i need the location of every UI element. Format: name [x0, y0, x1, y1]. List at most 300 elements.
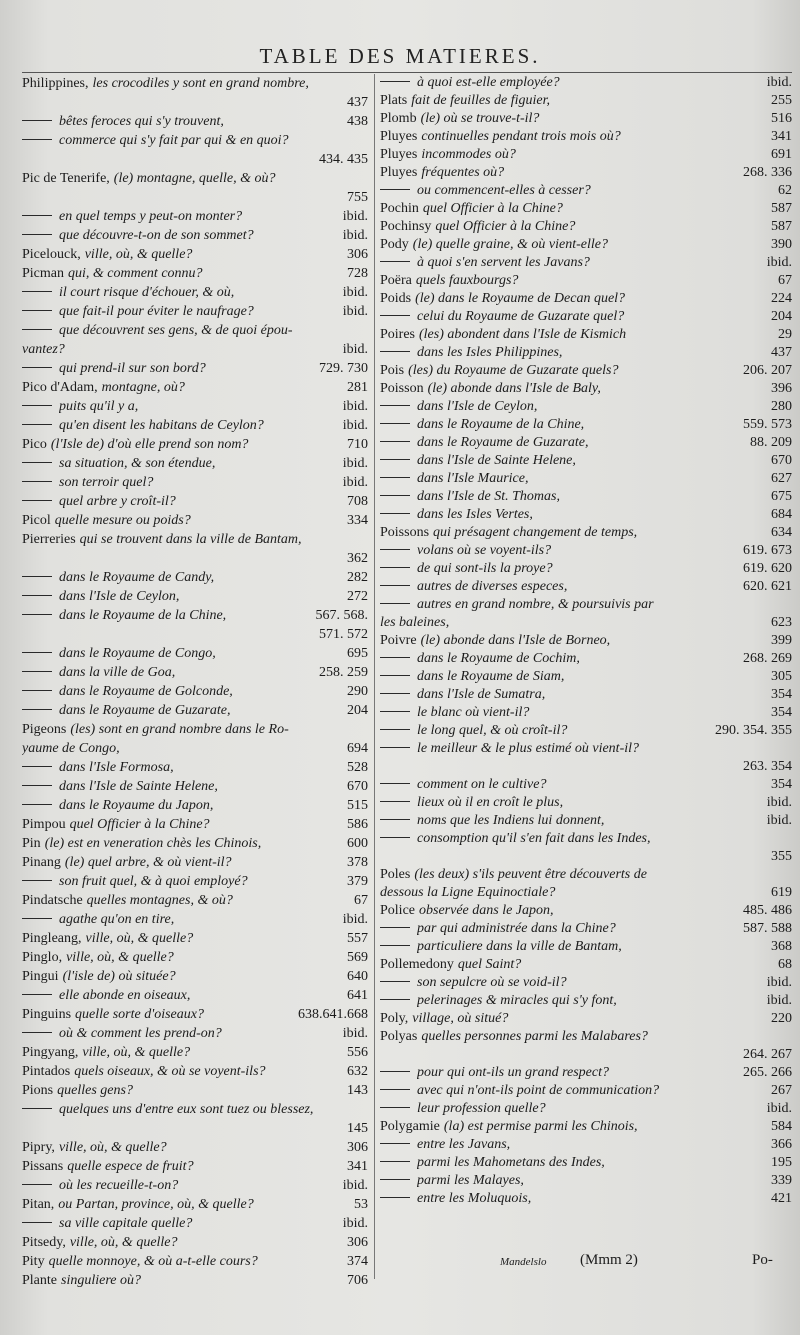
entry-description: qui prend-il sur son bord? [59, 361, 206, 376]
ditto-dash [22, 994, 52, 995]
index-entry [22, 1100, 368, 1119]
ditto-dash [22, 481, 52, 482]
index-entry [380, 650, 792, 668]
index-entry [380, 704, 792, 722]
index-entry [380, 794, 792, 812]
entry-page-number: 143 [347, 1083, 368, 1098]
entry-headword: Pin [22, 836, 41, 851]
entry-description: particuliere dans la ville de Bantam, [417, 939, 622, 954]
entry-page-number: 258. 259 [319, 665, 368, 680]
entry-description: à quoi est-elle employée? [417, 75, 560, 90]
entry-page-number: ibid. [766, 1101, 792, 1116]
entry-page-number: 339 [771, 1173, 792, 1188]
index-entry [380, 812, 792, 830]
entry-page-number: 341 [771, 129, 792, 144]
index-entry [380, 1046, 792, 1064]
index-entry [380, 974, 792, 992]
entry-headword: Pions [22, 1083, 54, 1098]
entry-description: dans le Royaume du Japon, [59, 798, 214, 813]
entry-headword: Pipry, [22, 1140, 55, 1155]
index-entry [380, 128, 792, 146]
entry-headword: Pois [380, 363, 405, 378]
entry-page-number: 305 [771, 669, 792, 684]
entry-page-number: 268. 269 [743, 651, 792, 666]
entry-page-number: 710 [347, 437, 368, 452]
ditto-dash [380, 423, 410, 424]
ditto-dash [22, 310, 52, 311]
entry-description: elle abonde en oiseaux, [59, 988, 191, 1003]
entry-description: yaume de Congo, [22, 741, 120, 756]
entry-description: le long quel, & où croît-il? [417, 723, 568, 738]
ditto-dash [22, 595, 52, 596]
index-entry [22, 207, 368, 226]
index-entry [380, 722, 792, 740]
entry-headword: Pody [380, 237, 409, 252]
entry-description: pour qui ont-ils un grand respect? [417, 1065, 609, 1080]
entry-headword: Pochinsy [380, 219, 432, 234]
entry-description: pelerinages & miracles qui s'y font, [417, 993, 617, 1008]
printer-signature: Mandelslo [500, 1256, 547, 1268]
entry-description: dans l'Isle Maurice, [417, 471, 529, 486]
entry-page-number: 62 [778, 183, 792, 198]
entry-description: (les) abondent dans l'Isle de Kismich [419, 327, 627, 342]
entry-description: le blanc où vient-il? [417, 705, 530, 720]
entry-page-number: 306 [347, 247, 368, 262]
index-entry [380, 1190, 792, 1208]
entry-page-number: 586 [347, 817, 368, 832]
entry-page-number: 421 [771, 1191, 792, 1206]
page-title: TABLE DES MATIERES. [259, 44, 541, 68]
index-entry [22, 625, 368, 644]
entry-page-number: 354 [771, 777, 792, 792]
entry-description: dans l'Isle de Ceylon, [417, 399, 538, 414]
entry-page-number: 282 [347, 570, 368, 585]
ditto-dash [380, 1179, 410, 1180]
entry-page-number: 571. 572 [319, 627, 368, 642]
entry-headword: Pigeons [22, 722, 67, 737]
entry-headword: Poëra [380, 273, 412, 288]
entry-page-number: 587 [771, 219, 792, 234]
entry-description: fréquentes où? [421, 165, 505, 180]
entry-page-number: 399 [771, 633, 792, 648]
index-entry [380, 758, 792, 776]
entry-description: montagne, où? [101, 380, 185, 395]
entry-headword: Picman [22, 266, 64, 281]
entry-description: il court risque d'échouer, & où, [59, 285, 235, 300]
entry-description: lieux où il en croît le plus, [417, 795, 564, 810]
entry-description: village, où situé? [412, 1011, 509, 1026]
entry-page-number: 619. 673 [743, 543, 792, 558]
entry-description: (le) quelle graine, & où vient-elle? [412, 237, 608, 252]
entry-page-number: 515 [347, 798, 368, 813]
ditto-dash [380, 747, 410, 748]
ditto-dash [22, 671, 52, 672]
entry-description: dans le Royaume de Guzarate, [417, 435, 589, 450]
index-entry [22, 549, 368, 568]
entry-page-number: 29 [778, 327, 792, 342]
ditto-dash [22, 804, 52, 805]
ditto-dash [380, 405, 410, 406]
entry-description: où les recueille-t-on? [59, 1178, 179, 1193]
entry-headword: Pissans [22, 1159, 64, 1174]
index-entry [22, 1252, 368, 1271]
index-entry [380, 254, 792, 272]
entry-page-number: 396 [771, 381, 792, 396]
entry-page-number: 68 [778, 957, 792, 972]
entry-description: ville, où, & quelle? [66, 950, 174, 965]
entry-page-number: 268. 336 [743, 165, 792, 180]
index-entry [22, 397, 368, 416]
entry-page-number: 627 [771, 471, 792, 486]
entry-description: (le) abonde dans l'Isle de Baly, [427, 381, 601, 396]
entry-page-number: 641 [347, 988, 368, 1003]
entry-description: agathe qu'on en tire, [59, 912, 175, 927]
entry-description: quelques uns d'entre eux sont tuez ou blessez, [59, 1102, 314, 1117]
entry-description: par qui administrée dans la Chine? [417, 921, 616, 936]
index-entry [380, 668, 792, 686]
ditto-dash [22, 462, 52, 463]
entry-description: (le) quel arbre, & où vient-il? [64, 855, 232, 870]
entry-headword: Pinguins [22, 1007, 72, 1022]
ditto-dash [380, 441, 410, 442]
entry-description: ou Partan, province, où, & quelle? [58, 1197, 254, 1212]
ditto-dash [380, 729, 410, 730]
entry-page-number: 670 [771, 453, 792, 468]
ditto-dash [380, 981, 410, 982]
ditto-dash [22, 234, 52, 235]
entry-description: de qui sont-ils la proye? [417, 561, 553, 576]
entry-description: dans le Royaume de Guzarate, [59, 703, 231, 718]
entry-page-number: 341 [347, 1159, 368, 1174]
index-entry [22, 777, 368, 796]
index-entry [380, 434, 792, 452]
entry-description: quel Officier à la Chine? [69, 817, 210, 832]
entry-page-number: 195 [771, 1155, 792, 1170]
index-entry [380, 866, 792, 884]
entry-description: (le) est en veneration chès les Chinois, [44, 836, 262, 851]
index-entry [380, 848, 792, 866]
index-entry [380, 1082, 792, 1100]
entry-page-number: 306 [347, 1140, 368, 1155]
index-entry [380, 218, 792, 236]
ditto-dash [22, 576, 52, 577]
entry-headword: Pierreries [22, 532, 76, 547]
index-entry [380, 344, 792, 362]
index-entry [22, 302, 368, 321]
entry-page-number: 438 [347, 114, 368, 129]
ditto-dash [380, 1143, 410, 1144]
index-entry [22, 169, 368, 188]
index-entry [380, 236, 792, 254]
entry-description: quel Officier à la Chine? [422, 201, 563, 216]
entry-page-number: 280 [771, 399, 792, 414]
ditto-dash [380, 693, 410, 694]
entry-page-number: 220 [771, 1011, 792, 1026]
entry-description: (les) sont en grand nombre dans le Ro- [70, 722, 289, 737]
index-entry [22, 264, 368, 283]
ditto-dash [22, 1222, 52, 1223]
entry-headword: Pochin [380, 201, 419, 216]
entry-headword: Pintados [22, 1064, 71, 1079]
index-entry [380, 488, 792, 506]
index-entry [22, 359, 368, 378]
entry-page-number: 437 [771, 345, 792, 360]
entry-page-number: 569 [347, 950, 368, 965]
entry-page-number: 620. 621 [743, 579, 792, 594]
index-entry [380, 596, 792, 614]
entry-page-number: ibid. [342, 228, 368, 243]
entry-page-number: 619. 620 [743, 561, 792, 576]
entry-description: ville, où, & quelle? [69, 1235, 178, 1250]
ditto-dash [380, 351, 410, 352]
ditto-dash [380, 603, 410, 604]
index-entry [22, 872, 368, 891]
entry-description: dans l'Isle de Sainte Helene, [417, 453, 576, 468]
entry-headword: Plante [22, 1273, 57, 1288]
entry-headword: Pico d'Adam, [22, 380, 98, 395]
entry-page-number: 368 [771, 939, 792, 954]
index-entry [380, 1154, 792, 1172]
index-entry [22, 948, 368, 967]
entry-description: en quel temps y peut-on monter? [59, 209, 243, 224]
ditto-dash [22, 785, 52, 786]
entry-description: vantez? [22, 342, 65, 357]
entry-headword: Polyas [380, 1029, 418, 1044]
index-entry [22, 112, 368, 131]
entry-description: son sepulcre où se void-il? [417, 975, 567, 990]
ditto-dash [380, 675, 410, 676]
entry-headword: Pingyang, [22, 1045, 79, 1060]
entry-page-number: 255 [771, 93, 792, 108]
index-entry [380, 1028, 792, 1046]
entry-description: comment on le cultive? [417, 777, 547, 792]
entry-page-number: 290 [347, 684, 368, 699]
index-entry [22, 1233, 368, 1252]
entry-description: dans le Royaume de Congo, [59, 646, 216, 661]
index-entry [380, 326, 792, 344]
entry-page-number: 640 [347, 969, 368, 984]
index-entry [22, 473, 368, 492]
entry-headword: Pitan, [22, 1197, 55, 1212]
ditto-dash [22, 367, 52, 368]
entry-description: que découvre-t-on de son sommet? [59, 228, 254, 243]
entry-page-number: ibid. [342, 1178, 368, 1193]
entry-headword: Poles [380, 867, 411, 882]
index-entry [22, 226, 368, 245]
entry-description: (le) abonde dans l'Isle de Borneo, [420, 633, 611, 648]
entry-description: (l'isle de) où située? [62, 969, 176, 984]
entry-page-number: 694 [347, 741, 368, 756]
ditto-dash [380, 837, 410, 838]
index-entry [22, 435, 368, 454]
index-entry [22, 416, 368, 435]
entry-description: celui du Royaume de Guzarate quel? [417, 309, 625, 324]
ditto-dash [22, 215, 52, 216]
entry-headword: Pimpou [22, 817, 66, 832]
index-entry [380, 164, 792, 182]
index-entry [22, 587, 368, 606]
entry-description: bêtes feroces qui s'y trouvent, [59, 114, 224, 129]
ditto-dash [380, 495, 410, 496]
entry-page-number: 281 [347, 380, 368, 395]
index-entry [22, 986, 368, 1005]
entry-description: quels oiseaux, & où se voyent-ils? [74, 1064, 266, 1079]
index-entry [22, 663, 368, 682]
entry-description: sa ville capitale quelle? [59, 1216, 193, 1231]
index-entry [380, 1172, 792, 1190]
index-entry [380, 380, 792, 398]
ditto-dash [22, 766, 52, 767]
index-entry [380, 938, 792, 956]
entry-headword: Pingui [22, 969, 59, 984]
index-entry [22, 1138, 368, 1157]
index-entry [380, 578, 792, 596]
entry-page-number: 708 [347, 494, 368, 509]
right-column [380, 74, 792, 1208]
ditto-dash [380, 315, 410, 316]
ditto-dash [22, 918, 52, 919]
entry-headword: Pingleang, [22, 931, 82, 946]
entry-description: dans l'Isle de St. Thomas, [417, 489, 560, 504]
entry-headword: Pico [22, 437, 47, 452]
entry-headword: Pluyes [380, 165, 418, 180]
index-entry [380, 902, 792, 920]
entry-description: dans les Isles Vertes, [417, 507, 533, 522]
entry-page-number: 272 [347, 589, 368, 604]
entry-page-number: 670 [347, 779, 368, 794]
index-entry [22, 1214, 368, 1233]
ditto-dash [380, 1107, 410, 1108]
ditto-dash [380, 1089, 410, 1090]
ditto-dash [380, 585, 410, 586]
ditto-dash [380, 927, 410, 928]
index-entry [22, 682, 368, 701]
index-entry [22, 511, 368, 530]
index-entry [380, 956, 792, 974]
entry-description: son terroir quel? [59, 475, 154, 490]
entry-page-number: 437 [347, 95, 368, 110]
ditto-dash [380, 1161, 410, 1162]
entry-description: (les) du Royaume de Guzarate quels? [408, 363, 619, 378]
index-entry [380, 1136, 792, 1154]
index-entry [22, 245, 368, 264]
entry-description: dessous la Ligne Equinoctiale? [380, 885, 556, 900]
entry-description: sa situation, & son étendue, [59, 456, 216, 471]
entry-description: quelles gens? [57, 1083, 133, 1098]
entry-description: quel Saint? [457, 957, 522, 972]
index-entry [22, 910, 368, 929]
entry-page-number: 587. 588 [743, 921, 792, 936]
index-entry [22, 929, 368, 948]
index-entry [380, 830, 792, 848]
entry-description: à quoi s'en servent les Javans? [417, 255, 590, 270]
entry-page-number: 264. 267 [743, 1047, 792, 1062]
entry-headword: Poids [380, 291, 412, 306]
entry-page-number: 379 [347, 874, 368, 889]
entry-description: qui se trouvent dans la ville de Bantam, [79, 532, 302, 547]
ditto-dash [22, 1184, 52, 1185]
entry-description: où & comment les prend-on? [59, 1026, 222, 1041]
index-entry [22, 891, 368, 910]
ditto-dash [380, 783, 410, 784]
entry-page-number: 755 [347, 190, 368, 205]
entry-page-number: 145 [347, 1121, 368, 1136]
entry-page-number: ibid. [766, 75, 792, 90]
ditto-dash [380, 477, 410, 478]
index-entry [22, 701, 368, 720]
entry-headword: Poissons [380, 525, 430, 540]
index-entry [380, 1010, 792, 1028]
ditto-dash [380, 81, 410, 82]
entry-description: ou commencent-elles à cesser? [417, 183, 591, 198]
entry-page-number: 434. 435 [319, 152, 368, 167]
index-entry [22, 796, 368, 815]
entry-headword: Police [380, 903, 415, 918]
entry-description: que découvrent ses gens, & de quoi épou- [59, 323, 293, 338]
entry-page-number: ibid. [342, 342, 368, 357]
index-entry [380, 182, 792, 200]
entry-description: quel arbre y croît-il? [59, 494, 176, 509]
entry-page-number: 334 [347, 513, 368, 528]
entry-headword: Plomb [380, 111, 417, 126]
entry-description: (le) dans le Royaume de Decan quel? [415, 291, 626, 306]
entry-page-number: 354 [771, 705, 792, 720]
entry-page-number: ibid. [342, 418, 368, 433]
entry-page-number: 706 [347, 1273, 368, 1288]
entry-page-number: 374 [347, 1254, 368, 1269]
entry-headword: Polygamie [380, 1119, 440, 1134]
entry-description: leur profession quelle? [417, 1101, 546, 1116]
index-entry [22, 492, 368, 511]
entry-description: (le) où se trouve-t-il? [420, 111, 540, 126]
index-entry [22, 150, 368, 169]
entry-page-number: 559. 573 [743, 417, 792, 432]
entry-description: dans l'Isle de Sumatra, [417, 687, 546, 702]
entry-description: autres en grand nombre, & poursuivis par [417, 597, 654, 612]
index-entry [22, 1119, 368, 1138]
entry-headword: Pluyes [380, 147, 418, 162]
index-entry [22, 834, 368, 853]
entry-description: entre les Moluquois, [417, 1191, 532, 1206]
index-entry [22, 1062, 368, 1081]
ditto-dash [380, 459, 410, 460]
index-entry [22, 454, 368, 473]
entry-headword: Picol [22, 513, 51, 528]
entry-page-number: 623 [771, 615, 792, 630]
entry-description: dans le Royaume de Golconde, [59, 684, 233, 699]
index-entry [22, 1005, 368, 1024]
entry-page-number: 619 [771, 885, 792, 900]
entry-description: qui présagent changement de temps, [433, 525, 638, 540]
entry-page-number: 584 [771, 1119, 792, 1134]
entry-description: entre les Javans, [417, 1137, 511, 1152]
index-entry [22, 340, 368, 359]
index-entry [380, 92, 792, 110]
entry-page-number: ibid. [342, 1216, 368, 1231]
entry-page-number: 53 [354, 1197, 368, 1212]
column-divider [374, 74, 375, 1279]
entry-page-number: 634 [771, 525, 792, 540]
ditto-dash [380, 1071, 410, 1072]
ditto-dash [22, 1108, 52, 1109]
entry-page-number: ibid. [342, 912, 368, 927]
ditto-dash [380, 549, 410, 550]
index-entry [22, 739, 368, 758]
entry-page-number: 485. 486 [743, 903, 792, 918]
index-entry [380, 740, 792, 758]
index-entry [380, 1118, 792, 1136]
entry-description: (l'Isle de) d'où elle prend son nom? [50, 437, 249, 452]
